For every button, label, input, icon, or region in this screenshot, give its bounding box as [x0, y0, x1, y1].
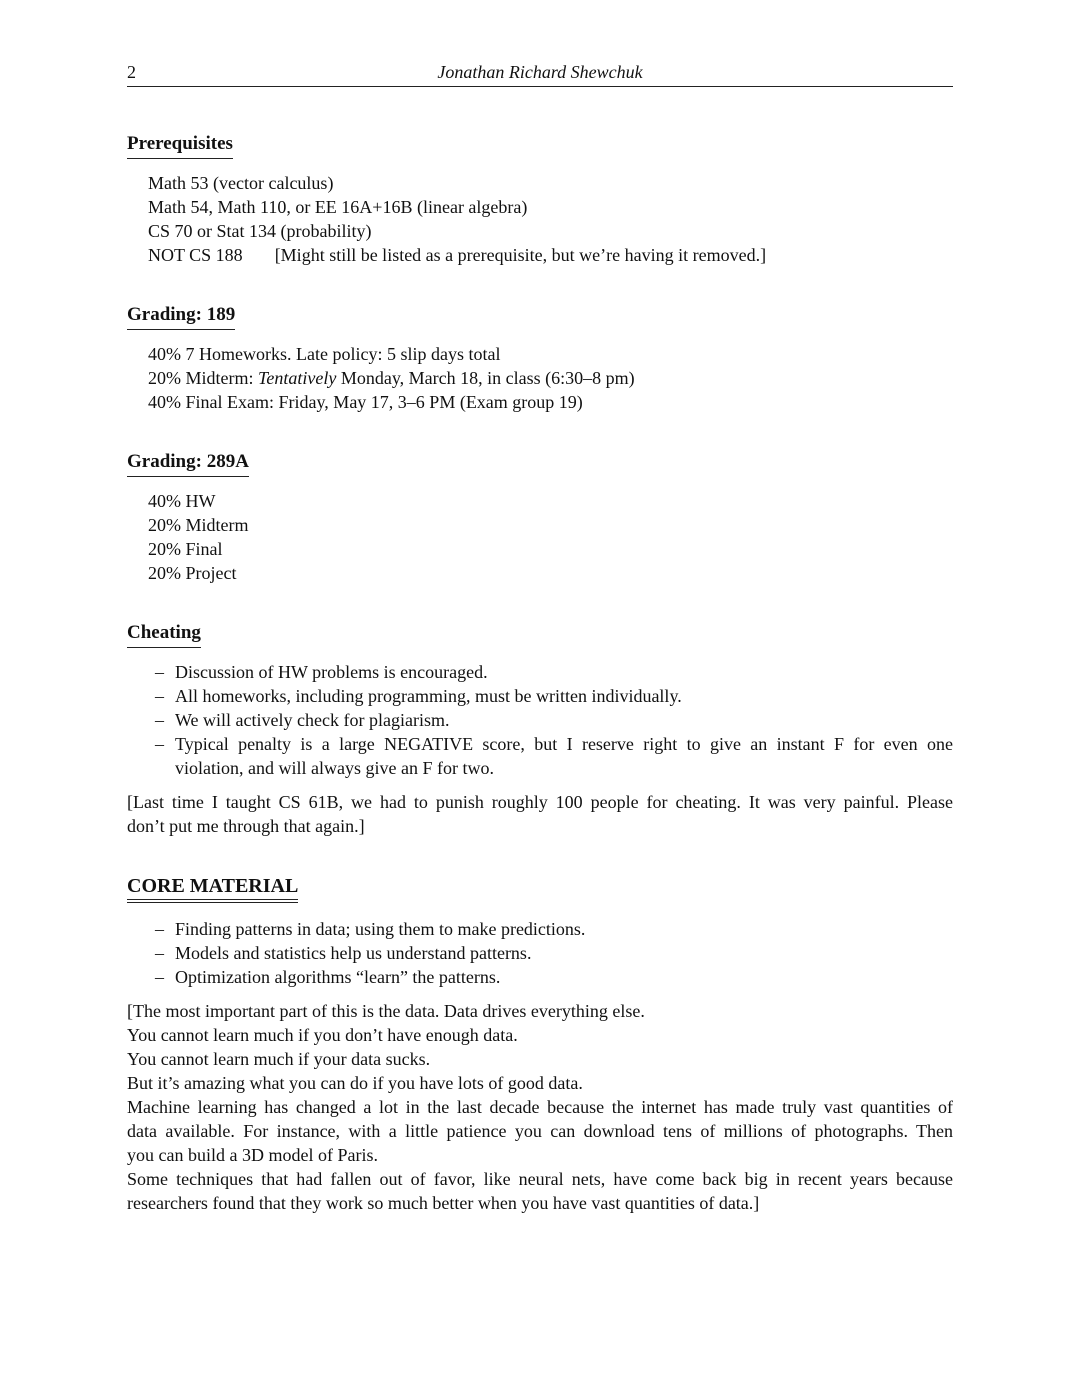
grading-189-section	[127, 304, 953, 414]
dash-bullet: –	[155, 686, 164, 706]
prereq-line: CS 70 or Stat 134 (probability)	[148, 221, 372, 241]
page-header	[127, 60, 953, 87]
list-item-text: Discussion of HW problems is encouraged.	[175, 662, 488, 682]
grading-line: 20% Midterm	[148, 515, 249, 535]
para-line: researchers found that they work so much better when you have vast quantities of data.]	[127, 1193, 760, 1213]
not-course-note: [Might still be listed as a prerequisite, but we’re having it removed.]	[274, 245, 767, 265]
prereq-line: Math 53 (vector calculus)	[148, 173, 334, 193]
cheating-note	[127, 790, 953, 838]
grading-189-list	[127, 342, 953, 414]
list-item-text: Typical penalty is a large NEGATIVE score, but I reserve right to give an instant F for even one	[175, 734, 953, 754]
grading-289a-section	[127, 451, 953, 585]
para-line: you can build a 3D model of Paris.	[127, 1145, 378, 1165]
prereq-line: Math 54, Math 110, or EE 16A+16B (linear algebra)	[148, 197, 528, 217]
page	[127, 60, 953, 1213]
list-item	[127, 732, 953, 780]
list-item	[127, 917, 953, 941]
grading-line	[148, 366, 953, 390]
para-line: Some techniques that had fallen out of favor, like neural nets, have come back big in recent years because	[127, 1169, 953, 1189]
tentatively-text: Tentatively	[258, 368, 337, 388]
cheating-heading: Cheating	[127, 622, 201, 648]
cheating-list	[127, 660, 953, 780]
para-line: You cannot learn much if your data sucks.	[127, 1049, 431, 1069]
core-material-section	[127, 875, 953, 1215]
list-item	[127, 965, 953, 989]
dash-bullet: –	[155, 710, 164, 730]
dash-bullet: –	[155, 943, 164, 963]
grading-line: 40% HW	[148, 491, 216, 511]
grading-text: 20% Midterm:	[148, 368, 258, 388]
core-material-heading: CORE MATERIAL	[127, 875, 298, 903]
list-item	[127, 708, 953, 732]
core-list	[127, 917, 953, 989]
grading-line: 20% Final	[148, 539, 223, 559]
list-item-text: All homeworks, including programming, must be written individually.	[175, 686, 682, 706]
running-head-author: Jonathan Richard Shewchuk	[437, 62, 643, 82]
para-line: You cannot learn much if you don’t have enough data.	[127, 1025, 518, 1045]
list-item-text: Finding patterns in data; using them to make predictions.	[175, 919, 586, 939]
grading-line: 40% 7 Homeworks. Late policy: 5 slip days total	[148, 344, 501, 364]
cheating-section	[127, 622, 953, 838]
core-paragraph	[127, 999, 953, 1215]
prerequisites-heading: Prerequisites	[127, 133, 233, 159]
grading-line: 20% Project	[148, 563, 237, 583]
prerequisites-list	[127, 171, 953, 267]
not-course: NOT CS 188	[148, 245, 243, 265]
list-item	[127, 660, 953, 684]
para-line: data available. For instance, with a little patience you can download tens of millions of photographs. Then	[127, 1121, 953, 1141]
grading-289a-list	[127, 489, 953, 585]
dash-bullet: –	[155, 967, 164, 987]
list-item	[127, 941, 953, 965]
grading-text: Monday, March 18, in class (6:30–8 pm)	[336, 368, 635, 388]
list-item-text: Models and statistics help us understand patterns.	[175, 943, 532, 963]
para-line: [The most important part of this is the data. Data drives everything else.	[127, 1001, 645, 1021]
prerequisites-section	[127, 133, 953, 267]
prereq-line-not	[148, 243, 953, 267]
note-line: don’t put me through that again.]	[127, 816, 365, 836]
dash-bullet: –	[155, 919, 164, 939]
page-number: 2	[127, 62, 136, 82]
list-item-text: Optimization algorithms “learn” the patterns.	[175, 967, 501, 987]
dash-bullet: –	[155, 662, 164, 682]
para-line: Machine learning has changed a lot in the last decade because the internet has made truly vast quantities of	[127, 1097, 953, 1117]
list-item-text: violation, and will always give an F for two.	[175, 758, 494, 778]
grading-289a-heading: Grading: 289A	[127, 451, 249, 477]
dash-bullet: –	[155, 734, 164, 754]
grading-line: 40% Final Exam: Friday, May 17, 3–6 PM (Exam group 19)	[148, 392, 583, 412]
grading-189-heading: Grading: 189	[127, 304, 235, 330]
list-item-text: We will actively check for plagiarism.	[175, 710, 450, 730]
para-line: But it’s amazing what you can do if you have lots of good data.	[127, 1073, 583, 1093]
note-line: [Last time I taught CS 61B, we had to punish roughly 100 people for cheating. It was very painful. Please	[127, 792, 953, 812]
list-item	[127, 684, 953, 708]
